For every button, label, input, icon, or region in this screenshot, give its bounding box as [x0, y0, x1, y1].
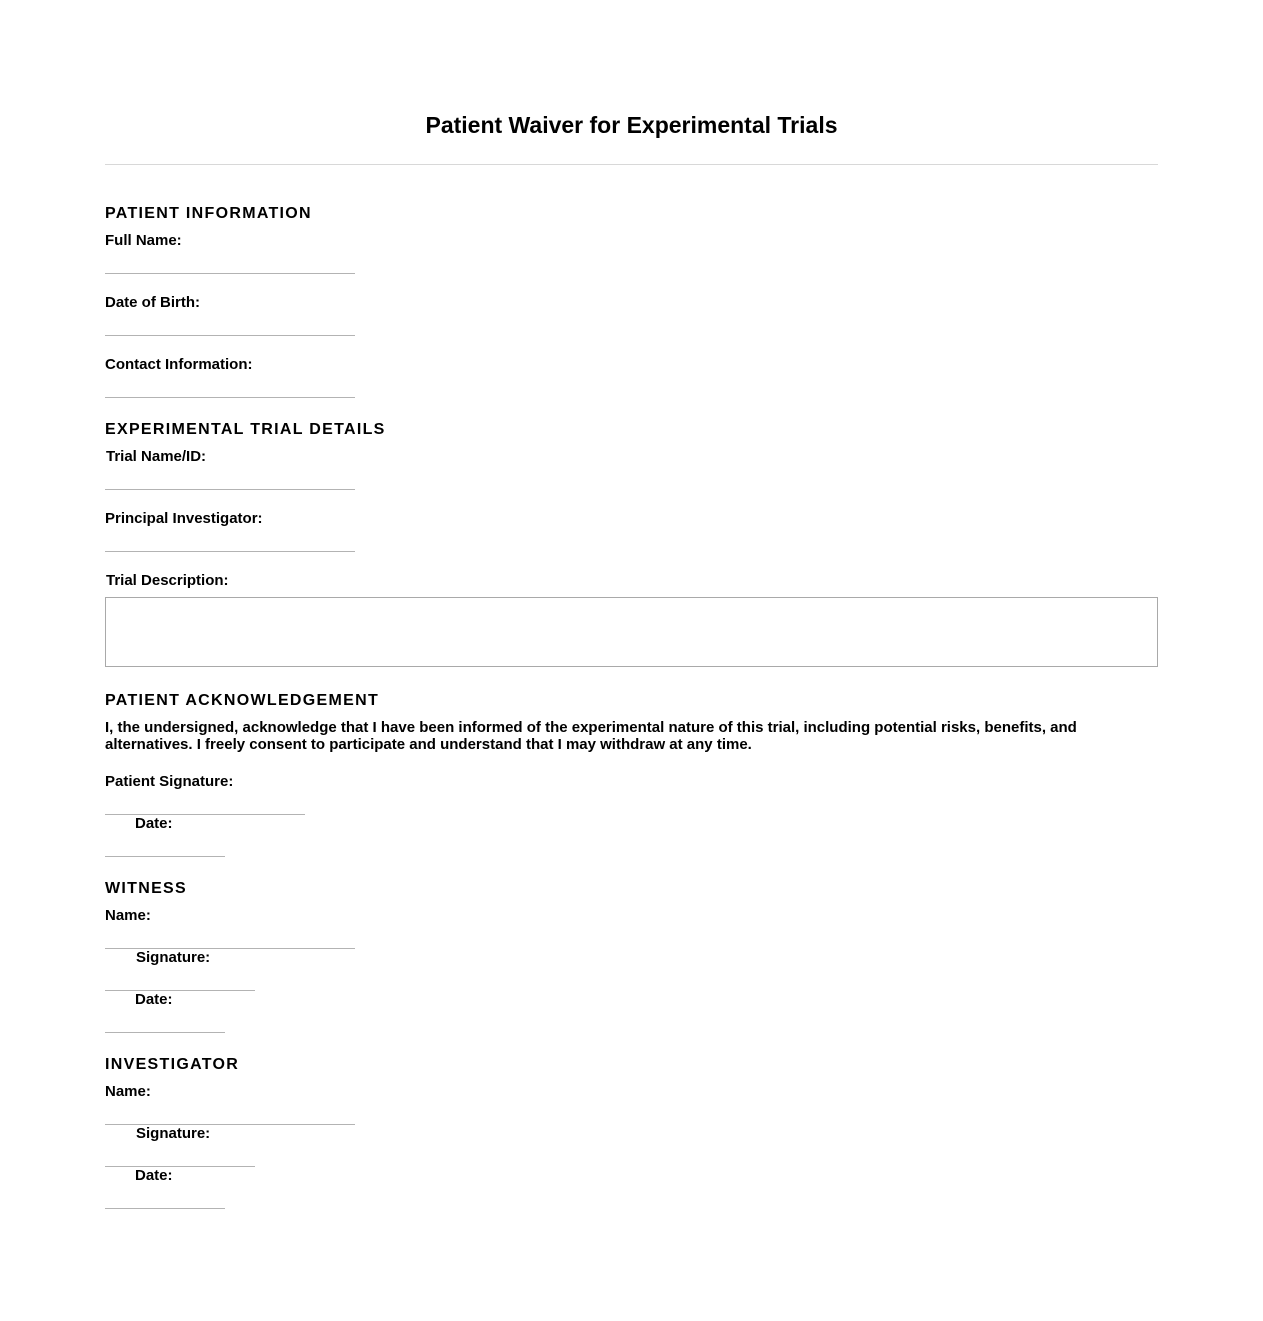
trial-name-field[interactable]	[105, 489, 355, 490]
principal-investigator-field[interactable]	[105, 551, 355, 552]
patient-signature-label: Patient Signature:	[105, 773, 234, 790]
principal-investigator-label: Principal Investigator:	[105, 510, 263, 527]
full-name-field[interactable]	[105, 273, 355, 274]
trial-description-label: Trial Description:	[106, 572, 229, 589]
date-of-birth-label: Date of Birth:	[105, 294, 200, 311]
investigator-heading: INVESTIGATOR	[105, 1056, 240, 1073]
witness-date-field[interactable]	[105, 1032, 225, 1033]
investigator-name-label: Name:	[105, 1083, 151, 1100]
date-of-birth-field[interactable]	[105, 335, 355, 336]
witness-heading: WITNESS	[105, 880, 187, 897]
investigator-date-field[interactable]	[105, 1208, 225, 1209]
witness-name-label: Name:	[105, 907, 151, 924]
patient-information-heading: PATIENT INFORMATION	[105, 205, 312, 222]
form-title: Patient Waiver for Experimental Trials	[425, 112, 838, 138]
trial-details-heading: EXPERIMENTAL TRIAL DETAILS	[105, 421, 386, 438]
title-divider	[105, 164, 1158, 165]
investigator-signature-label: Signature:	[136, 1125, 211, 1142]
trial-name-label: Trial Name/ID:	[106, 448, 207, 465]
investigator-signature-field[interactable]	[105, 1166, 255, 1167]
witness-signature-field[interactable]	[105, 990, 255, 991]
full-name-label: Full Name:	[105, 232, 182, 249]
patient-date-label: Date:	[135, 815, 173, 832]
acknowledgement-statement: I, the undersigned, acknowledge that I have been informed of the experimental nature of this trial, including potential risks, benefits, and alternatives. I freely consent to participate and understand that I may withdraw at any time.	[105, 719, 1077, 753]
contact-information-field[interactable]	[105, 397, 355, 398]
trial-description-textarea[interactable]	[105, 597, 1158, 667]
witness-signature-label: Signature:	[136, 949, 211, 966]
witness-date-label: Date:	[135, 991, 173, 1008]
patient-date-field[interactable]	[105, 856, 225, 857]
contact-information-label: Contact Information:	[105, 356, 253, 373]
patient-acknowledgement-heading: PATIENT ACKNOWLEDGEMENT	[105, 692, 380, 709]
investigator-date-label: Date:	[135, 1167, 173, 1184]
